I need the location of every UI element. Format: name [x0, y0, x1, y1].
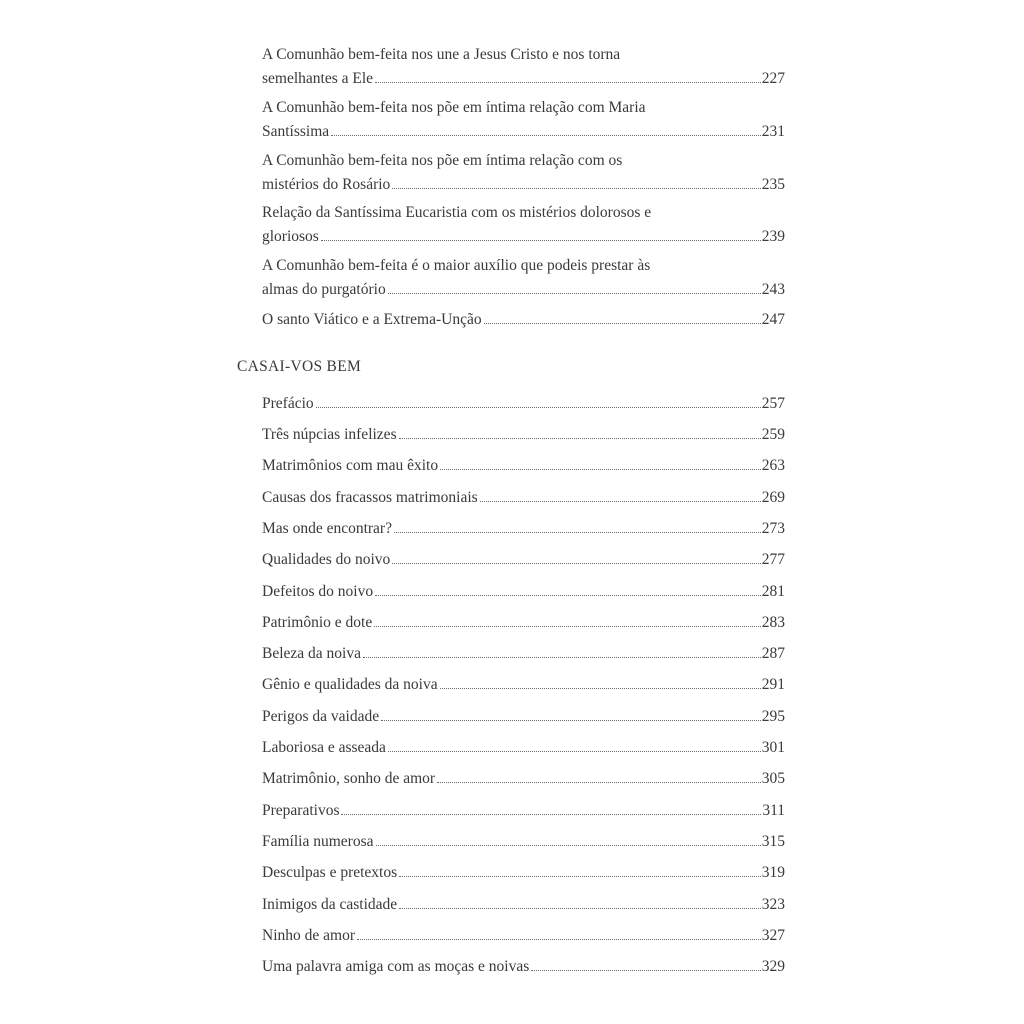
toc-entry-leader-line — [262, 705, 785, 729]
toc-entry-title: Causas dos fracassos matrimoniais — [262, 489, 478, 506]
toc-entry-page-number: 231 — [761, 123, 785, 140]
toc-entry-title: Mas onde encontrar? — [262, 520, 392, 537]
toc-entry — [262, 861, 785, 885]
toc-entry-page-number: 243 — [761, 281, 785, 298]
dot-leader — [394, 532, 761, 533]
dot-leader — [392, 188, 760, 189]
toc-entry — [262, 955, 785, 979]
toc-entry-title: Gênio e qualidades da noiva — [262, 676, 438, 693]
toc-entry-page-number: 301 — [761, 739, 785, 756]
toc-entry-leader-line — [262, 580, 785, 604]
dot-leader — [440, 688, 761, 689]
dot-leader — [440, 469, 761, 470]
dot-leader — [388, 751, 761, 752]
toc-entry-leader-line — [262, 611, 785, 635]
toc-entry — [262, 767, 785, 791]
dot-leader — [374, 626, 761, 627]
toc-entry-title: Laboriosa e asseada — [262, 739, 386, 756]
dot-leader — [484, 323, 761, 324]
toc-entry-page-number: 295 — [761, 708, 785, 725]
dot-leader — [375, 82, 761, 83]
toc-entry-leader-line — [262, 924, 785, 948]
toc-entry — [262, 642, 785, 666]
toc-entry — [262, 611, 785, 635]
toc-entry — [262, 924, 785, 948]
toc-entry-title: almas do purgatório — [262, 281, 386, 298]
toc-entry-page-number: 291 — [761, 676, 785, 693]
toc-entry-title: Defeitos do noivo — [262, 583, 374, 600]
toc-entry-title: Patrimônio e dote — [262, 614, 373, 631]
toc-entry — [262, 149, 785, 197]
toc-entry-leader-line — [262, 278, 785, 302]
toc-entry-leader-line — [262, 736, 785, 760]
toc-entry-leader-line — [262, 767, 785, 791]
toc-entry-title: Uma palavra amiga com as moças e noivas — [262, 958, 530, 975]
toc-entry-title: Ninho de amor — [262, 927, 355, 944]
toc-entry-title: mistérios do Rosário — [262, 176, 391, 193]
toc-entry — [262, 736, 785, 760]
toc-entry-title: Três núpcias infelizes — [262, 426, 397, 443]
toc-entry — [262, 799, 785, 823]
toc-entry-leader-line — [262, 423, 785, 447]
toc-entry-page-number: 329 — [761, 958, 785, 975]
dot-leader — [363, 657, 761, 658]
toc-entry-leader-line — [262, 308, 785, 332]
toc-entry-page-number: 257 — [761, 395, 785, 412]
toc-entry-page-number: 277 — [761, 551, 785, 568]
toc-entry-leader-line — [262, 392, 785, 416]
toc-entry — [262, 673, 785, 697]
toc-entry — [262, 96, 785, 144]
toc-entry-title: Família numerosa — [262, 833, 374, 850]
toc-entry-title: Matrimônio, sonho de amor — [262, 770, 436, 787]
toc-entry-title: Qualidades do noivo — [262, 551, 391, 568]
toc-entry-leader-line — [262, 120, 785, 144]
toc-entry-page-number: 319 — [761, 864, 785, 881]
toc-entry-title: Perigos da vaidade — [262, 708, 380, 725]
toc-entry — [262, 517, 785, 541]
dot-leader — [376, 845, 761, 846]
toc-entry-page-number: 323 — [761, 896, 785, 913]
toc-entry-page-number: 227 — [761, 70, 785, 87]
dot-leader — [381, 720, 761, 721]
toc-entry-leader-line — [262, 225, 785, 249]
toc-entry-title: Santíssima — [262, 123, 330, 140]
toc-entry-page-number: 247 — [761, 311, 785, 328]
toc-entry — [262, 486, 785, 510]
toc-entry-title: Desculpas e pretextos — [262, 864, 398, 881]
dot-leader — [392, 563, 760, 564]
toc-entry-leader-line — [262, 861, 785, 885]
toc-entry-title-line: A Comunhão bem-feita nos põe em íntima relação com Maria — [262, 99, 646, 116]
toc-entry — [262, 454, 785, 478]
dot-leader — [341, 814, 761, 815]
toc-entry-leader-line — [262, 454, 785, 478]
toc-entry-page-number: 315 — [761, 833, 785, 850]
toc-entry-title: Prefácio — [262, 395, 314, 412]
toc-entry-leader-line — [262, 486, 785, 510]
toc-entry-page-number: 273 — [761, 520, 785, 537]
dot-leader — [399, 438, 761, 439]
toc-entry-title: gloriosos — [262, 228, 319, 245]
toc-entry-title-line: A Comunhão bem-feita nos põe em íntima relação com os — [262, 152, 623, 169]
dot-leader — [331, 135, 761, 136]
toc-entry — [262, 43, 785, 91]
toc-entry-page-number: 239 — [761, 228, 785, 245]
toc-entry-page-number: 259 — [761, 426, 785, 443]
toc-entry-title-line: A Comunhão bem-feita nos une a Jesus Cristo e nos torna — [262, 46, 621, 63]
toc-entry-leader-line — [262, 548, 785, 572]
toc-entry — [262, 830, 785, 854]
toc-entry-page-number: 287 — [761, 645, 785, 662]
toc-entry-leader-line — [262, 830, 785, 854]
dot-leader — [480, 501, 761, 502]
toc-entry-leader-line — [262, 173, 785, 197]
toc-entry-title: Inimigos da castidade — [262, 896, 398, 913]
toc-entry-page-number: 263 — [761, 457, 785, 474]
toc-entry-page-number: 311 — [762, 802, 785, 819]
dot-leader — [437, 782, 761, 783]
toc-entry-leader-line — [262, 517, 785, 541]
toc-entry — [262, 705, 785, 729]
dot-leader — [531, 970, 760, 971]
toc-entry-title-line: A Comunhão bem-feita é o maior auxílio que podeis prestar às — [262, 257, 651, 274]
toc-entry — [262, 893, 785, 917]
toc-entry — [262, 392, 785, 416]
toc-entry — [262, 548, 785, 572]
dot-leader — [399, 876, 761, 877]
toc-entry-leader-line — [262, 893, 785, 917]
toc-entry-title: Matrimônios com mau êxito — [262, 457, 439, 474]
toc-entry-page-number: 283 — [761, 614, 785, 631]
toc-entry — [262, 423, 785, 447]
dot-leader — [316, 407, 761, 408]
toc-entry-title: O santo Viático e a Extrema-Unção — [262, 311, 482, 328]
toc-entry-page-number: 305 — [761, 770, 785, 787]
toc-entry-page-number: 235 — [761, 176, 785, 193]
toc-entry-page-number: 281 — [761, 583, 785, 600]
dot-leader — [321, 240, 761, 241]
toc-entry — [262, 254, 785, 302]
toc-entry-title: Preparativos — [262, 802, 340, 819]
toc-entry-leader-line — [262, 67, 785, 91]
dot-leader — [375, 595, 761, 596]
toc-entry-title: semelhantes a Ele — [262, 70, 374, 87]
dot-leader — [388, 293, 761, 294]
dot-leader — [357, 939, 761, 940]
toc-entry-page-number: 269 — [761, 489, 785, 506]
dot-leader — [399, 908, 761, 909]
toc-entry-leader-line — [262, 799, 785, 823]
toc-entry — [262, 201, 785, 249]
toc-entry-leader-line — [262, 673, 785, 697]
toc-entry — [262, 308, 785, 332]
toc-entry — [262, 580, 785, 604]
toc-entry-leader-line — [262, 642, 785, 666]
toc-entry-leader-line — [262, 955, 785, 979]
toc-entry-title: Beleza da noiva — [262, 645, 361, 662]
section-heading: CASAI-VOS BEM — [237, 358, 362, 375]
toc-entry-title-line: Relação da Santíssima Eucaristia com os mistérios dolorosos e — [262, 204, 652, 221]
toc-entry-page-number: 327 — [761, 927, 785, 944]
